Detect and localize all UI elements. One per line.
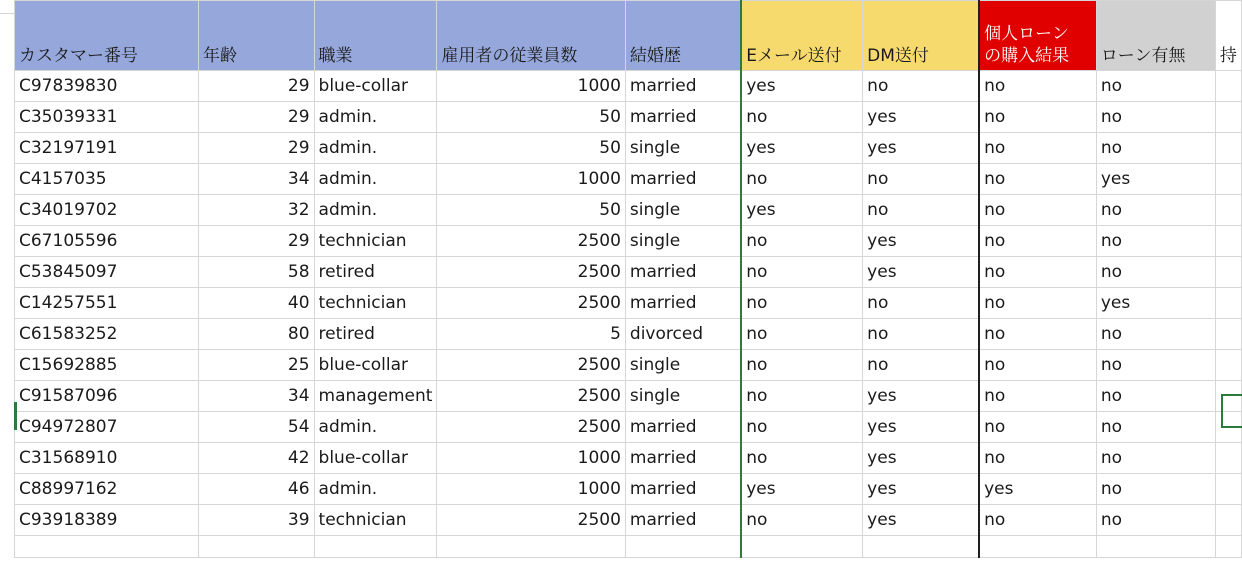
cell-email-sent[interactable]: no: [741, 257, 862, 288]
cell-loan-status[interactable]: no: [1096, 195, 1215, 226]
header-loan-line2: の購入結果: [984, 46, 1070, 66]
table-row: [15, 474, 1242, 505]
cell-partial[interactable]: [1215, 505, 1241, 536]
cell-age[interactable]: 80: [199, 319, 314, 350]
cell-job[interactable]: management: [314, 381, 437, 412]
cell-marital[interactable]: married: [625, 102, 741, 133]
cell-employees[interactable]: 1000: [437, 164, 625, 195]
cell-cutoff[interactable]: [741, 536, 862, 558]
cell-marital[interactable]: single: [625, 133, 741, 164]
cell-age[interactable]: 29: [199, 133, 314, 164]
cell-customer-id[interactable]: C94972807: [15, 412, 199, 443]
cell-job[interactable]: admin.: [314, 412, 437, 443]
cell-partial[interactable]: [1215, 102, 1241, 133]
cell-job[interactable]: technician: [314, 226, 437, 257]
table-row: [15, 288, 1242, 319]
table-row: [15, 133, 1242, 164]
cell-employees[interactable]: 2500: [437, 381, 625, 412]
table-row: [15, 319, 1242, 350]
cell-marital[interactable]: married: [625, 71, 741, 102]
spreadsheet-grid: [14, 0, 1242, 558]
cell-loan-status[interactable]: yes: [1096, 164, 1215, 195]
data-rows: [15, 71, 1242, 558]
table-row: [15, 164, 1242, 195]
cell-age[interactable]: 39: [199, 505, 314, 536]
cell-customer-id[interactable]: C31568910: [15, 443, 199, 474]
header-loan-status[interactable]: ローン有無: [1096, 1, 1215, 71]
cell-partial[interactable]: [1215, 443, 1241, 474]
cell-marital[interactable]: married: [625, 505, 741, 536]
cell-loan-purchase-result[interactable]: no: [979, 412, 1096, 443]
table-row: [15, 412, 1242, 443]
cell-employees[interactable]: 2500: [437, 505, 625, 536]
table-row: [15, 195, 1242, 226]
header-marital[interactable]: 結婚歴: [625, 1, 741, 71]
cell-partial[interactable]: [1215, 133, 1241, 164]
cell-email-sent[interactable]: yes: [741, 195, 862, 226]
cell-email-sent[interactable]: yes: [741, 71, 862, 102]
cell-dm-sent[interactable]: yes: [863, 133, 979, 164]
cell-employees[interactable]: 1000: [437, 71, 625, 102]
cell-loan-purchase-result[interactable]: yes: [979, 474, 1096, 505]
cell-customer-id[interactable]: C34019702: [15, 195, 199, 226]
cell-partial[interactable]: [1215, 226, 1241, 257]
table-row: [15, 226, 1242, 257]
cell-partial[interactable]: [1215, 350, 1241, 381]
cell-age[interactable]: 46: [199, 474, 314, 505]
cell-employees[interactable]: 50: [437, 195, 625, 226]
cell-employees[interactable]: 2500: [437, 257, 625, 288]
cell-loan-purchase-result[interactable]: no: [979, 288, 1096, 319]
cell-age[interactable]: 54: [199, 412, 314, 443]
cell-partial[interactable]: [1215, 257, 1241, 288]
cell-email-sent[interactable]: yes: [741, 474, 862, 505]
cell-job[interactable]: retired: [314, 257, 437, 288]
cell-dm-sent[interactable]: no: [863, 319, 979, 350]
cell-employees[interactable]: 2500: [437, 350, 625, 381]
header-employees[interactable]: 雇用者の従業員数: [437, 1, 625, 71]
cell-partial[interactable]: [1215, 288, 1241, 319]
cell-partial[interactable]: [1215, 164, 1241, 195]
cell-loan-status[interactable]: no: [1096, 474, 1215, 505]
cell-email-sent[interactable]: no: [741, 381, 862, 412]
cell-cutoff[interactable]: [437, 536, 625, 558]
cell-dm-sent[interactable]: yes: [863, 443, 979, 474]
cell-partial[interactable]: [1215, 71, 1241, 102]
cell-employees[interactable]: 50: [437, 102, 625, 133]
cell-dm-sent[interactable]: no: [863, 195, 979, 226]
cell-dm-sent[interactable]: yes: [863, 412, 979, 443]
header-row: [15, 1, 1242, 71]
cell-customer-id[interactable]: C61583252: [15, 319, 199, 350]
cell-marital[interactable]: married: [625, 257, 741, 288]
header-partial[interactable]: 持: [1215, 1, 1241, 71]
cell-email-sent[interactable]: no: [741, 505, 862, 536]
cell-customer-id[interactable]: C88997162: [15, 474, 199, 505]
cell-loan-status[interactable]: no: [1096, 71, 1215, 102]
cell-age[interactable]: 32: [199, 195, 314, 226]
cell-job[interactable]: admin.: [314, 164, 437, 195]
cell-partial[interactable]: [1215, 474, 1241, 505]
cell-dm-sent[interactable]: no: [863, 288, 979, 319]
header-job[interactable]: 職業: [314, 1, 437, 71]
cell-marital[interactable]: married: [625, 474, 741, 505]
table-row: [15, 443, 1242, 474]
cell-dm-sent[interactable]: yes: [863, 505, 979, 536]
cell-customer-id[interactable]: C14257551: [15, 288, 199, 319]
cell-age[interactable]: 29: [199, 226, 314, 257]
cell-email-sent[interactable]: no: [741, 164, 862, 195]
cell-customer-id[interactable]: C97839830: [15, 71, 199, 102]
cell-partial[interactable]: [1215, 319, 1241, 350]
table-row: [15, 71, 1242, 102]
cell-age[interactable]: 34: [199, 381, 314, 412]
cell-dm-sent[interactable]: no: [863, 164, 979, 195]
table-row: [15, 350, 1242, 381]
cell-marital[interactable]: single: [625, 381, 741, 412]
cell-marital[interactable]: married: [625, 164, 741, 195]
cell-loan-status[interactable]: no: [1096, 350, 1215, 381]
cell-job[interactable]: technician: [314, 288, 437, 319]
cell-customer-id[interactable]: C15692885: [15, 350, 199, 381]
cell-loan-status[interactable]: no: [1096, 226, 1215, 257]
cell-job[interactable]: blue-collar: [314, 71, 437, 102]
cell-loan-purchase-result[interactable]: no: [979, 226, 1096, 257]
cell-dm-sent[interactable]: yes: [863, 474, 979, 505]
cell-cutoff[interactable]: [979, 536, 1096, 558]
cell-age[interactable]: 25: [199, 350, 314, 381]
cell-cutoff[interactable]: [625, 536, 741, 558]
cell-cutoff[interactable]: [199, 536, 314, 558]
cell-cutoff[interactable]: [1096, 536, 1215, 558]
cell-loan-status[interactable]: no: [1096, 381, 1215, 412]
cell-loan-status[interactable]: no: [1096, 443, 1215, 474]
cell-marital[interactable]: married: [625, 412, 741, 443]
cell-customer-id[interactable]: C93918389: [15, 505, 199, 536]
active-cell-indicator: [1221, 394, 1242, 428]
cell-email-sent[interactable]: no: [741, 319, 862, 350]
cell-employees[interactable]: 50: [437, 133, 625, 164]
cell-loan-status[interactable]: no: [1096, 412, 1215, 443]
header-email-sent[interactable]: Eメール送付: [741, 1, 862, 71]
cell-employees[interactable]: 1000: [437, 474, 625, 505]
cell-email-sent[interactable]: no: [741, 288, 862, 319]
header-customer-id[interactable]: カスタマー番号: [15, 1, 199, 71]
cell-marital[interactable]: single: [625, 226, 741, 257]
header-loan-line1: 個人ローン: [984, 24, 1069, 44]
cell-age[interactable]: 29: [199, 102, 314, 133]
cell-email-sent[interactable]: no: [741, 443, 862, 474]
cell-partial[interactable]: [1215, 195, 1241, 226]
cell-marital[interactable]: single: [625, 195, 741, 226]
cell-loan-purchase-result[interactable]: no: [979, 319, 1096, 350]
cell-job[interactable]: admin.: [314, 195, 437, 226]
cell-loan-status[interactable]: no: [1096, 505, 1215, 536]
cell-email-sent[interactable]: yes: [741, 133, 862, 164]
cell-marital[interactable]: married: [625, 443, 741, 474]
customer-data-table: [14, 0, 1242, 558]
cell-cutoff[interactable]: [15, 536, 199, 558]
cell-loan-purchase-result[interactable]: no: [979, 195, 1096, 226]
cell-job[interactable]: admin.: [314, 102, 437, 133]
cell-customer-id[interactable]: C32197191: [15, 133, 199, 164]
row-selection-marker: [14, 402, 17, 430]
cell-loan-status[interactable]: no: [1096, 319, 1215, 350]
table-row-cutoff: [15, 536, 1242, 558]
cell-dm-sent[interactable]: yes: [863, 257, 979, 288]
cell-job[interactable]: retired: [314, 319, 437, 350]
cell-loan-purchase-result[interactable]: no: [979, 350, 1096, 381]
cell-loan-status[interactable]: no: [1096, 257, 1215, 288]
cell-loan-purchase-result[interactable]: no: [979, 257, 1096, 288]
cell-loan-purchase-result[interactable]: no: [979, 443, 1096, 474]
cell-age[interactable]: 42: [199, 443, 314, 474]
table-row: [15, 102, 1242, 133]
table-row: [15, 257, 1242, 288]
cell-loan-purchase-result[interactable]: no: [979, 505, 1096, 536]
cell-loan-status[interactable]: no: [1096, 102, 1215, 133]
header-age[interactable]: 年齢: [199, 1, 314, 71]
cell-dm-sent[interactable]: no: [863, 350, 979, 381]
cell-job[interactable]: admin.: [314, 133, 437, 164]
cell-loan-purchase-result[interactable]: no: [979, 102, 1096, 133]
cell-dm-sent[interactable]: yes: [863, 102, 979, 133]
cell-loan-purchase-result[interactable]: no: [979, 164, 1096, 195]
cell-customer-id[interactable]: C67105596: [15, 226, 199, 257]
cell-employees[interactable]: 1000: [437, 443, 625, 474]
table-row: [15, 505, 1242, 536]
cell-customer-id[interactable]: C91587096: [15, 381, 199, 412]
cell-email-sent[interactable]: no: [741, 102, 862, 133]
cell-dm-sent[interactable]: no: [863, 71, 979, 102]
cell-loan-status[interactable]: yes: [1096, 288, 1215, 319]
header-loan-purchase-result[interactable]: [979, 1, 1096, 71]
cell-age[interactable]: 40: [199, 288, 314, 319]
cell-employees[interactable]: 2500: [437, 412, 625, 443]
cell-employees[interactable]: 5: [437, 319, 625, 350]
cell-cutoff[interactable]: [314, 536, 437, 558]
cell-marital[interactable]: single: [625, 350, 741, 381]
cell-cutoff[interactable]: [1215, 536, 1241, 558]
cell-email-sent[interactable]: no: [741, 412, 862, 443]
cell-cutoff[interactable]: [863, 536, 979, 558]
cell-employees[interactable]: 2500: [437, 226, 625, 257]
cell-customer-id[interactable]: C35039331: [15, 102, 199, 133]
cell-job[interactable]: admin.: [314, 474, 437, 505]
cell-job[interactable]: technician: [314, 505, 437, 536]
cell-loan-purchase-result[interactable]: no: [979, 133, 1096, 164]
table-row: [15, 381, 1242, 412]
cell-marital[interactable]: divorced: [625, 319, 741, 350]
cell-employees[interactable]: 2500: [437, 288, 625, 319]
cell-age[interactable]: 29: [199, 71, 314, 102]
cell-job[interactable]: blue-collar: [314, 350, 437, 381]
cell-age[interactable]: 34: [199, 164, 314, 195]
header-dm-sent[interactable]: DM送付: [863, 1, 979, 71]
cell-marital[interactable]: married: [625, 288, 741, 319]
cell-customer-id[interactable]: C4157035: [15, 164, 199, 195]
cell-loan-purchase-result[interactable]: no: [979, 71, 1096, 102]
cell-loan-purchase-result[interactable]: no: [979, 381, 1096, 412]
cell-age[interactable]: 58: [199, 257, 314, 288]
cell-job[interactable]: blue-collar: [314, 443, 437, 474]
cell-customer-id[interactable]: C53845097: [15, 257, 199, 288]
cell-loan-status[interactable]: no: [1096, 133, 1215, 164]
cell-dm-sent[interactable]: yes: [863, 381, 979, 412]
cell-email-sent[interactable]: no: [741, 350, 862, 381]
cell-dm-sent[interactable]: yes: [863, 226, 979, 257]
cell-email-sent[interactable]: no: [741, 226, 862, 257]
